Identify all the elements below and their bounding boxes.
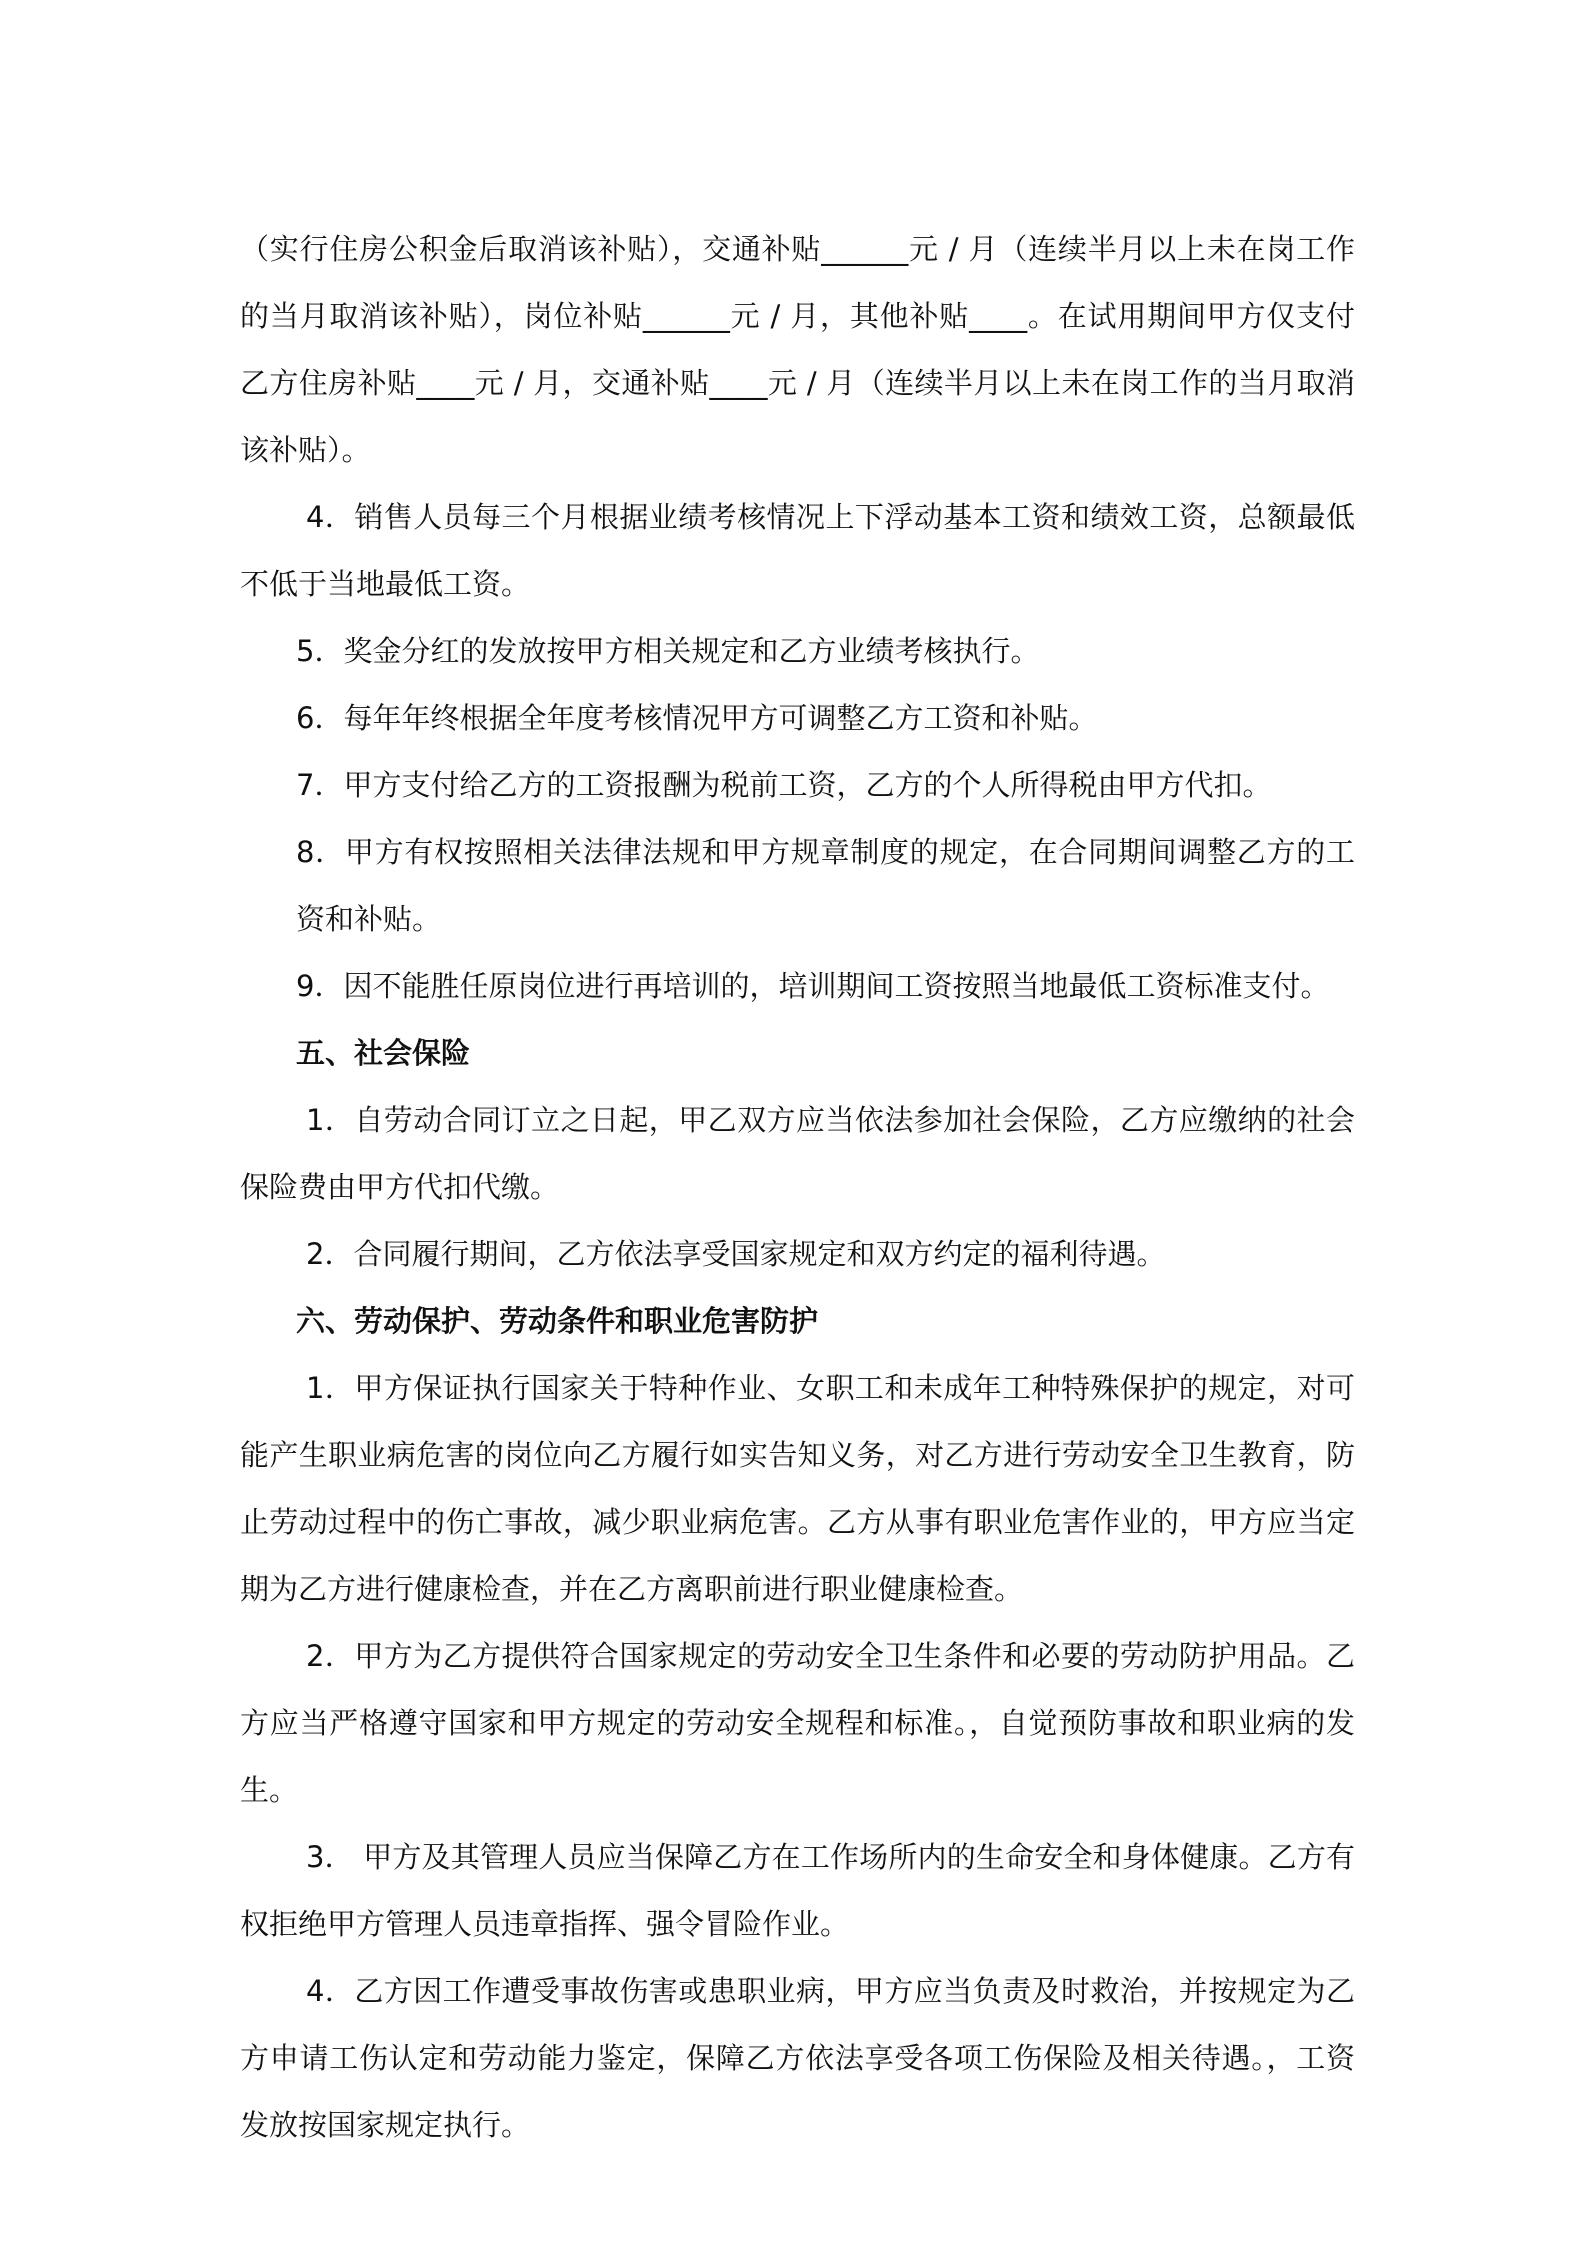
paragraph-insurance-item-2: 2．合同履行期间，乙方依法享受国家规定和双方约定的福利待遇。 xyxy=(306,1237,1166,1271)
paragraph-item-6-annual-adjustment: 6．每年年终根据全年度考核情况甲方可调整乙方工资和补贴。 xyxy=(296,701,1098,735)
paragraph-protection-item-3: 3． 甲方及其管理人员应当保障乙方在工作场所内的生命安全和身体健康。乙方有权拒绝甲方管理人员违章指挥、强令冒险作业。 xyxy=(240,1840,1355,1941)
paragraph-protection-item-4: 4．乙方因工作遭受事故伤害或患职业病，甲方应当负责及时救治，并按规定为乙方申请工伤认定和劳动能力鉴定，保障乙方依法享受各项工伤保险及相关待遇。，工资发放按国家规定执行。 xyxy=(240,1974,1355,2142)
paragraph-protection-item-1: 1．甲方保证执行国家关于特种作业、女职工和未成年工种特殊保护的规定，对可能产生职业病危害的岗位向乙方履行如实告知义务，对乙方进行劳动安全卫生教育，防止劳动过程中的伤亡事故，减少职业病危害。乙方从事有职业危害作业的，甲方应当定期为乙方进行健康检查，并在乙方离职前进行职业健康检查。 xyxy=(240,1371,1355,1606)
paragraph-item-9-retraining: 9．因不能胜任原岗位进行再培训的，培训期间工资按照当地最低工资标准支付。 xyxy=(296,969,1330,1003)
paragraph-item-4-sales-salary: 4．销售人员每三个月根据业绩考核情况上下浮动基本工资和绩效工资，总额最低不低于当地最低工资。 xyxy=(240,500,1355,601)
section-heading-social-insurance: 五、社会保险 xyxy=(296,1036,471,1070)
paragraph-allowance-terms: （实行住房公积金后取消该补贴），交通补贴______元 / 月（连续半月以上未在岗工作的当月取消该补贴），岗位补贴______元 / 月，其他补贴____。在试用期间甲方仅支付乙方住房补贴____元 / 月，交通补贴____元 / 月（连续半月以上未在岗工作的当月取消该补贴）。 xyxy=(240,232,1355,467)
paragraph-protection-item-2: 2．甲方为乙方提供符合国家规定的劳动安全卫生条件和必要的劳动防护用品。乙方应当严格遵守国家和甲方规定的劳动安全规程和标准。，自觉预防事故和职业病的发生。 xyxy=(240,1639,1355,1807)
paragraph-item-7-pretax-wage: 7．甲方支付给乙方的工资报酬为税前工资，乙方的个人所得税由甲方代扣。 xyxy=(296,768,1272,802)
document-body xyxy=(240,216,1355,2159)
section-heading-labor-protection: 六、劳动保护、劳动条件和职业危害防护 xyxy=(296,1304,819,1338)
paragraph-insurance-item-1: 1．自劳动合同订立之日起，甲乙双方应当依法参加社会保险，乙方应缴纳的社会保险费由甲方代扣代缴。 xyxy=(240,1103,1355,1204)
paragraph-item-5-bonus: 5．奖金分红的发放按甲方相关规定和乙方业绩考核执行。 xyxy=(296,634,1040,668)
paragraph-item-8-adjust-right: 8．甲方有权按照相关法律法规和甲方规章制度的规定，在合同期间调整乙方的工资和补贴。 xyxy=(296,835,1355,936)
